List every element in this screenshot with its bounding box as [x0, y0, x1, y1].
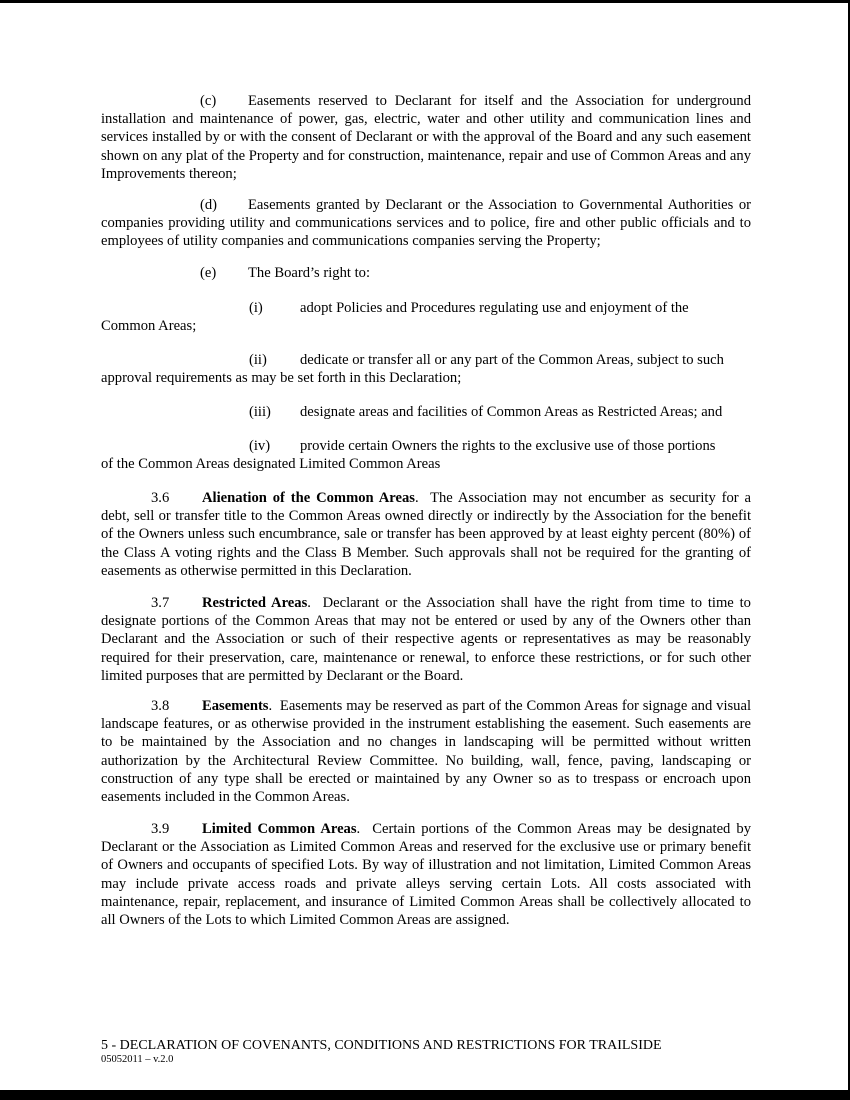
section-3-8: 3.8 Easements. Easements may be reserved as part of the Common Areas for signage and visual landscape features, or as otherwise provided in the instrument establishing the easement. Such easements are to be maintained by the Association and no changes in landscaping will be permitted without written authorization by the Architectural Review Committee. No building, wall, fence, paving, landscaping or construction of any type shall be erected or maintained by any Owner so as to trespass or encroach upon easements included in the Common Areas. [101, 698, 752, 806]
item-e-i-cont: Common Areas; [101, 318, 197, 335]
item-e-iv-label: (iv) [249, 438, 271, 454]
item-e-i [101, 299, 751, 335]
section-3-7: 3.7 Restricted Areas. Declarant or the Association shall have the right from time to time to designate portions of the Common Areas that may not be entered or used by any of the Owners other than Declarant and the Association or such of their respective agents or representatives as may be reasonably required for their preservation, care, maintenance or renewal, to enforce these restrictions, or for such other limited purposes that are permitted by Declarant or the Board. [101, 595, 751, 684]
item-c-label: (c) [200, 93, 217, 109]
item-e-iv-cont: of the Common Areas designated Limited Common Areas [101, 456, 441, 473]
item-d-text: Easements granted by Declarant or the Association to Governmental Authorities or companies providing utility and communications services and to police, fire and other public officials and to employees of utility companies and communications companies serving the Property; [101, 197, 751, 250]
item-e-iii-text: designate areas and facilities of Common Areas as Restricted Areas; and [300, 404, 723, 420]
section-3-6-number: 3.6 [151, 490, 170, 506]
item-e-i-label: (i) [249, 300, 263, 316]
item-d [101, 196, 751, 251]
footer-version: 05052011 – v.2.0 [101, 1054, 174, 1065]
footer-title: 5 - DECLARATION OF COVENANTS, CONDITIONS AND RESTRICTIONS FOR TRAILSIDE [101, 1038, 662, 1053]
item-e-ii-label: (ii) [249, 352, 267, 368]
section-3-9-body: Certain portions of the Common Areas may be designated by Declarant or the Association as Limited Common Areas and reserved for the exclusive use or primary benefit of Owners and occupants of specified Lots. By way of illustration and not limitation, Limited Common Areas may include private access roads and private alleys serving certain Lots. All costs associated with maintenance, repair, replacement, and insurance of Limited Common Areas shall be collectively allocated to all Owners of the Lots to which Limited Common Areas are assigned. [101, 821, 752, 929]
section-3-7-number: 3.7 [151, 595, 170, 611]
item-c [101, 92, 751, 183]
section-3-9-number: 3.9 [151, 821, 170, 837]
section-3-8-number: 3.8 [151, 698, 170, 714]
section-3-9: 3.9 Limited Common Areas. Certain portions of the Common Areas may be designated by Declarant or the Association as Limited Common Areas and reserved for the exclusive use or primary benefit of Owners and occupants of specified Lots. By way of illustration and not limitation, Limited Common Areas may include private access roads and private alleys serving certain Lots. All costs associated with maintenance, repair, replacement, and insurance of Limited Common Areas shall be collectively allocated to all Owners of the Lots to which Limited Common Areas are assigned. [101, 821, 752, 929]
item-c-text: Easements reserved to Declarant for itself and the Association for underground installation and maintenance of power, gas, electric, water and other utility and communication lines and services installed by or with the consent of Declarant or with the approval of the Board and any such easement shown on any plat of the Property and for construction, maintenance, repair and use of Common Areas and any Improvements thereon; [101, 93, 751, 182]
section-3-9-heading: Limited Common Areas [202, 821, 357, 837]
section-3-6-body: The Association may not encumber as security for a debt, sell or transfer title to the Common Areas owned directly or indirectly by the Association for the benefit of the Owners unless such encumbrance, sale or transfer has been approved by at least eighty percent (80%) of the Class A voting rights and the Class B Member. Such approvals shall not be required for the granting of easements as otherwise permitted in this Declaration. [101, 490, 751, 579]
item-e-ii-cont: approval requirements as may be set forth in this Declaration; [101, 370, 462, 387]
item-e-iii [101, 403, 751, 421]
item-e-iv [101, 437, 751, 473]
section-3-8-body: Easements may be reserved as part of the Common Areas for signage and visual landscape features, or as otherwise provided in the instrument establishing the easement. Such easements are to be maintained by the Association and no changes in landscaping will be permitted without written authorization by the Architectural Review Committee. No building, wall, fence, paving, landscaping or construction of any type shall be erected or maintained by any Owner so as to trespass or encroach upon easements included in the Common Areas. [101, 698, 752, 806]
item-d-label: (d) [200, 197, 218, 213]
item-e-iv-text: provide certain Owners the rights to the exclusive use of those portions [300, 438, 716, 454]
item-e-iii-label: (iii) [249, 404, 271, 420]
item-e-text: The Board’s right to: [248, 265, 371, 281]
item-e-ii-text: dedicate or transfer all or any part of the Common Areas, subject to such [300, 352, 724, 368]
item-e-i-text: adopt Policies and Procedures regulating use and enjoyment of the [300, 300, 689, 316]
item-e-ii [101, 351, 751, 387]
item-e-label: (e) [200, 265, 217, 281]
scan-top-edge [0, 0, 850, 3]
section-3-8-heading: Easements [202, 698, 269, 714]
section-3-7-body: Declarant or the Association shall have the right from time to time to designate portions of the Common Areas that may not be entered or used by any of the Owners other than Declarant and the Association or such of their respective agents or representatives as may be reasonably required for their preservation, care, maintenance or renewal, to enforce these restrictions, or for such other limited purposes that are permitted by Declarant or the Board. [101, 595, 751, 684]
item-e [101, 264, 751, 282]
section-3-6: 3.6 Alienation of the Common Areas. The Association may not encumber as security for a debt, sell or transfer title to the Common Areas owned directly or indirectly by the Association for the benefit of the Owners unless such encumbrance, sale or transfer has been approved by at least eighty percent (80%) of the Class A voting rights and the Class B Member. Such approvals shall not be required for the granting of easements as otherwise permitted in this Declaration. [101, 490, 751, 579]
section-3-6-heading: Alienation of the Common Areas [202, 490, 415, 506]
scan-bottom-edge [0, 1090, 850, 1100]
section-3-7-heading: Restricted Areas [202, 595, 308, 611]
